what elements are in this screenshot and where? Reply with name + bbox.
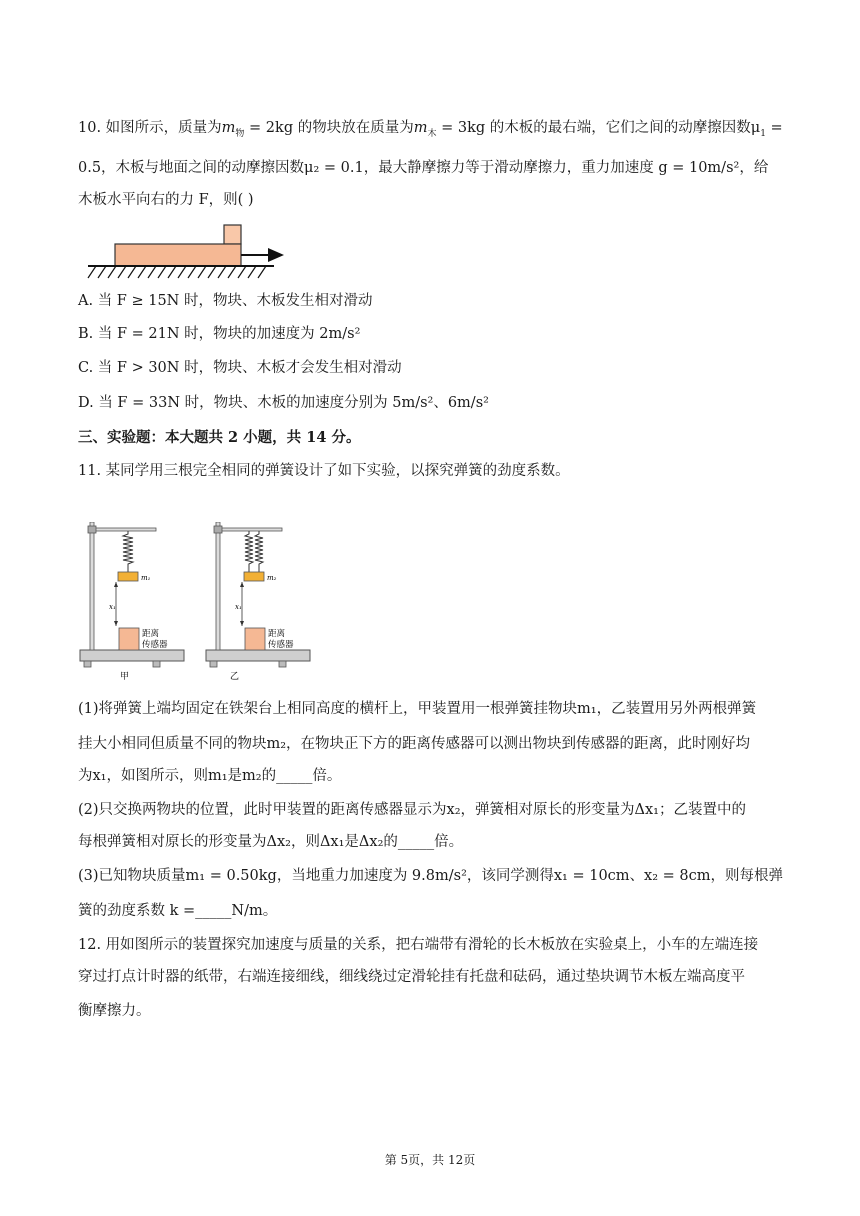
m-symbol: m xyxy=(413,120,428,136)
mu1-sub: 1 xyxy=(760,128,766,139)
q12-line-2: 穿过打点计时器的纸带，右端连接细线，细线绕过定滑轮挂有托盘和砝码，通过垫块调节木板左端高度平 xyxy=(78,969,745,985)
crossbar xyxy=(94,528,156,531)
x-label: x₁ xyxy=(109,603,116,611)
caption-yi: 乙 xyxy=(230,672,240,682)
q11-part2-line1: (2)只交换两物块的位置，此时甲装置的距离传感器显示为x₂，弹簧相对原长的形变量为Δx₁；乙装置中的 xyxy=(78,802,746,818)
caption-jia: 甲 xyxy=(120,672,130,682)
mass-label: m₂ xyxy=(267,574,277,582)
eq-mass-object: = 2kg xyxy=(244,120,294,136)
sensor-label: 距离 xyxy=(268,629,286,639)
spring xyxy=(245,531,253,572)
apparatus-right xyxy=(206,522,310,682)
sensor-label: 传感器 xyxy=(142,640,168,650)
q10-text: 的物块放在质量为 xyxy=(293,120,414,136)
distance-sensor xyxy=(119,628,139,650)
sensor-label: 距离 xyxy=(142,629,160,639)
section-heading: 三、实验题：本大题共 2 小题，共 14 分。 xyxy=(78,429,361,446)
q11-part3-line2: 簧的劲度系数 k =_____N/m。 xyxy=(78,903,278,919)
board xyxy=(115,244,241,266)
q12-line-3: 衡摩擦力。 xyxy=(78,1003,151,1019)
q11-intro: 11. 某同学用三根完全相同的弹簧设计了如下实验，以探究弹簧的劲度系数。 xyxy=(78,463,570,479)
q11-part3-line1: (3)已知物块质量m₁ = 0.50kg，当地重力加速度为 9.8m/s²，该同学测得x₁ = 10cm、x₂ = 8cm，则每根弹 xyxy=(78,868,784,884)
q10-line-2: 0.5，木板与地面之间的动摩擦因数μ₂ = 0.1，最大静摩擦力等于滑动摩擦力，重力加速度 g = 10m/s²，给 xyxy=(78,160,769,176)
board-block-figure xyxy=(84,222,289,284)
mass-block xyxy=(244,572,264,581)
q10-option-d: D. 当 F = 33N 时，物块、木板的加速度分别为 5m/s²、6m/s² xyxy=(78,395,489,411)
m-symbol: m xyxy=(221,120,236,136)
sensor-label: 传感器 xyxy=(268,640,294,650)
q10-text: 的木板的最右端，它们之间的动摩擦因数μ xyxy=(485,120,761,136)
eq-mass-board: = 3kg xyxy=(436,120,486,136)
spring-apparatus-figure xyxy=(76,522,316,684)
q10-option-a: A. 当 F ≥ 15N 时，物块、木板发生相对滑动 xyxy=(78,293,373,309)
apparatus-left xyxy=(80,522,184,682)
spring xyxy=(255,531,263,572)
crossbar xyxy=(220,528,282,531)
q10-option-c: C. 当 F > 30N 时，物块、木板才会发生相对滑动 xyxy=(78,360,402,376)
sub-board: 木 xyxy=(427,128,437,139)
q12-line-1: 12. 用如图所示的装置探究加速度与质量的关系，把右端带有滑轮的长木板放在实验桌上，小车的左端连接 xyxy=(78,937,759,953)
q11-part2-line2: 每根弹簧相对原长的形变量为Δx₂，则Δx₁是Δx₂的_____倍。 xyxy=(78,834,464,850)
q10-line-3: 木板水平向右的力 F，则( ) xyxy=(78,192,254,208)
block xyxy=(224,225,241,244)
sub-object: 物 xyxy=(235,128,245,139)
distance-sensor xyxy=(245,628,265,650)
page-footer: 第 5页，共 12页 xyxy=(384,1153,476,1167)
q10-option-b: B. 当 F = 21N 时，物块的加速度为 2m/s² xyxy=(78,326,361,342)
x-label: x₁ xyxy=(235,603,242,611)
q10-line-1 xyxy=(78,118,788,144)
q11-part1-line3: 为x₁，如图所示，则m₁是m₂的_____倍。 xyxy=(78,768,342,784)
q10-text: 10. 如图所示，质量为 xyxy=(78,120,222,136)
mass-label: m₁ xyxy=(141,574,151,582)
stand-rod xyxy=(90,522,94,650)
ground-hatching xyxy=(88,266,266,278)
q11-part1-line2: 挂大小相同但质量不同的物块m₂，在物块正下方的距离传感器可以测出物块到传感器的距离，此时刚好均 xyxy=(78,736,751,752)
mass-block xyxy=(118,572,138,581)
spring xyxy=(123,531,133,572)
q11-part1-line1: (1)将弹簧上端均固定在铁架台上相同高度的横杆上，甲装置用一根弹簧挂物块m₁，乙装置用另外两根弹簧 xyxy=(78,701,757,717)
q10-text: = xyxy=(765,120,783,136)
base-plate xyxy=(80,650,184,661)
stand-rod xyxy=(216,522,220,650)
base-plate xyxy=(206,650,310,661)
force-arrow-head xyxy=(268,248,284,262)
